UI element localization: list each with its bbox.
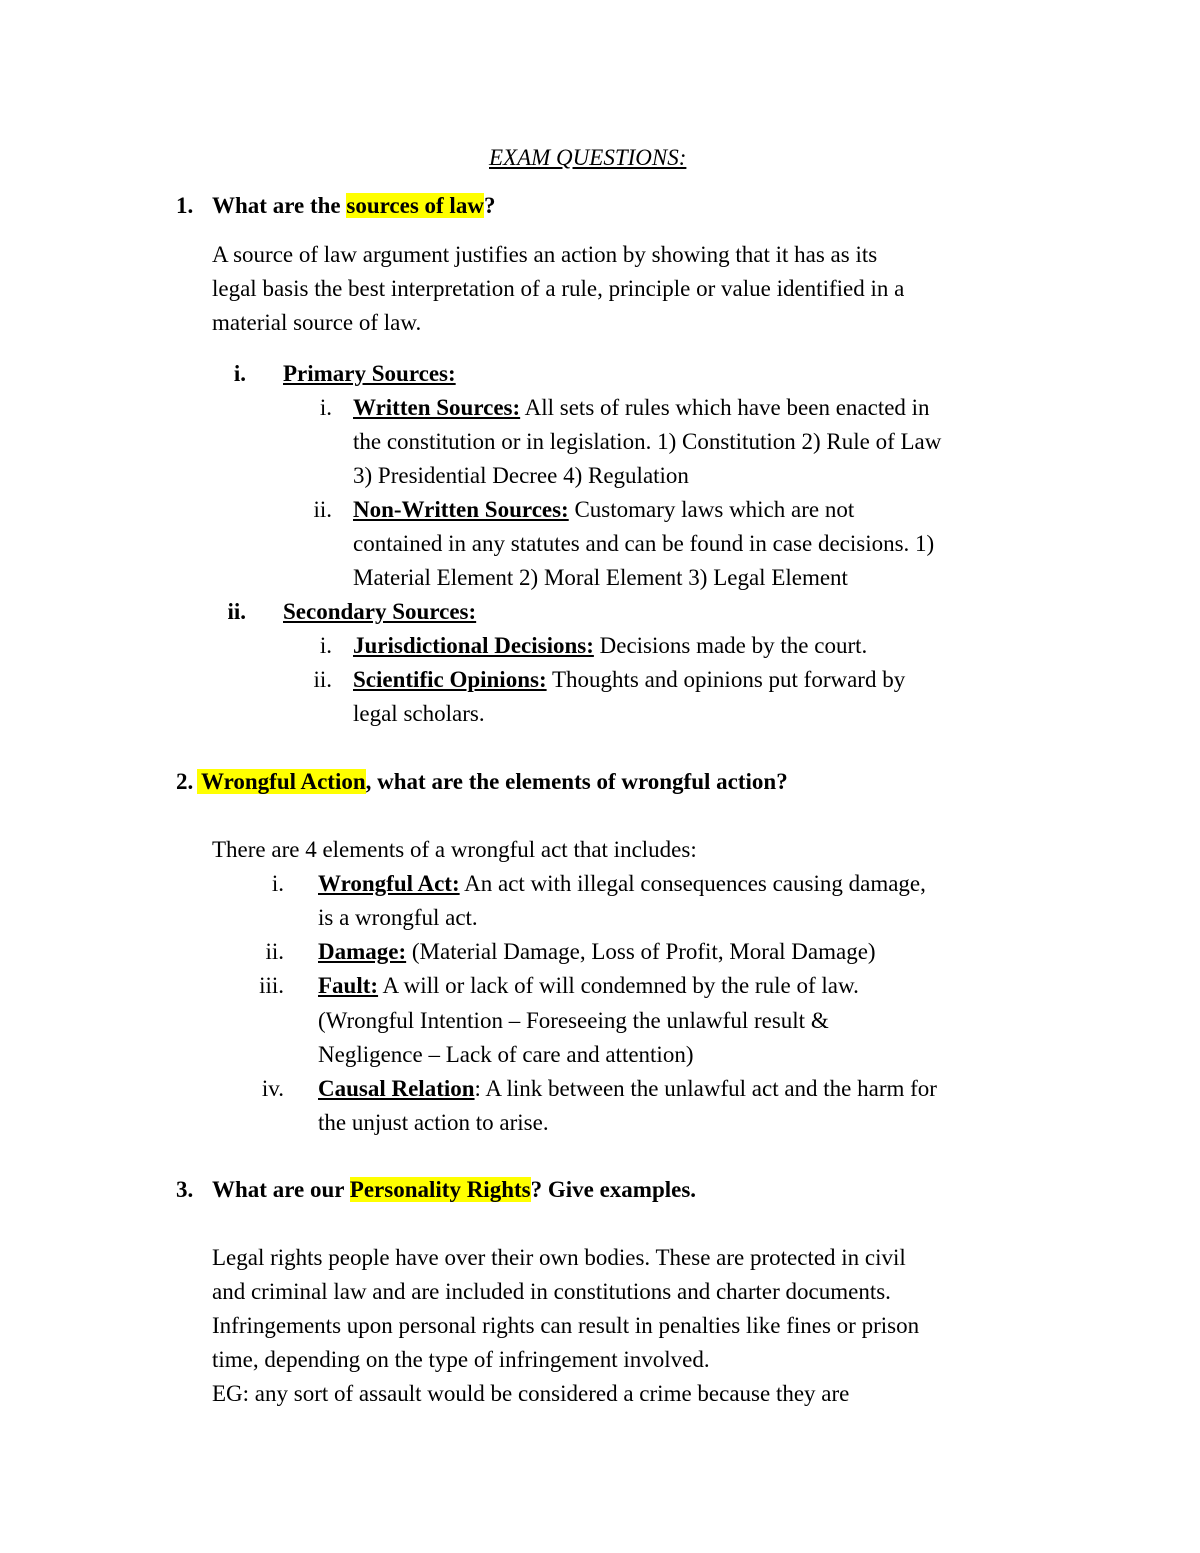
written-sources-item <box>353 396 930 419</box>
q1-question <box>212 194 495 217</box>
q1-para-line: legal basis the best interpretation of a rule, principle or value identified in a <box>212 276 905 301</box>
nonwritten-sources-cont: Material Element 2) Moral Element 3) Legal Element <box>353 565 848 590</box>
nonwritten-sources-text: Customary laws which are not <box>568 497 855 522</box>
q2-item-number: i. <box>271 871 284 896</box>
q2-item-cont: is a wrongful act. <box>318 905 478 930</box>
q2-item-text: (Material Damage, Loss of Profit, Moral Damage) <box>406 939 876 964</box>
secondary-sources-heading: Secondary Sources: <box>283 599 477 624</box>
q2-item-causal-relation <box>318 1077 937 1100</box>
written-sources-label: Written Sources: <box>353 395 521 420</box>
q3-para-line: Infringements upon personal rights can result in penalties like fines or prison <box>212 1313 920 1338</box>
q1-question-pre: What are the <box>212 193 347 218</box>
q1-para-line: A source of law argument justifies an action by showing that it has as its <box>212 242 878 267</box>
q3-para-line: and criminal law and are included in constitutions and charter documents. <box>212 1279 891 1304</box>
jurisdictional-label: Jurisdictional Decisions: <box>353 633 594 658</box>
nonwritten-sources-label: Non-Written Sources: <box>353 497 569 522</box>
q3-para-line: Legal rights people have over their own bodies. These are protected in civil <box>212 1245 906 1270</box>
scientific-text: Thoughts and opinions put forward by <box>546 667 906 692</box>
jurisdictional-item <box>353 634 867 657</box>
q3-highlight: Personality Rights <box>349 1177 531 1202</box>
q2-item-cont: (Wrongful Intention – Foreseeing the unlawful result & <box>318 1008 829 1033</box>
q1-number: 1. <box>176 193 194 218</box>
q2-question-post: , what are the elements of wrongful action? <box>365 769 788 794</box>
q2-item-number: iii. <box>259 973 284 998</box>
q3-question-pre: What are our <box>212 1177 350 1202</box>
primary-number: i. <box>233 361 246 386</box>
written-sources-cont: the constitution or in legislation. 1) Constitution 2) Rule of Law <box>353 429 942 454</box>
nonwritten-sources-item <box>353 498 854 521</box>
written-number: i. <box>319 395 332 420</box>
q2-item-number: iv. <box>261 1076 284 1101</box>
q3-para-line: time, depending on the type of infringement involved. <box>212 1347 710 1372</box>
q2-item-label: Damage: <box>318 939 407 964</box>
nonwritten-number: ii. <box>313 497 332 522</box>
q2-item-fault <box>318 974 859 997</box>
q3-question <box>212 1178 696 1201</box>
secondary-number: ii. <box>227 599 246 624</box>
q2-item-wrongful-act <box>318 872 926 895</box>
scientific-cont: legal scholars. <box>353 701 485 726</box>
nonwritten-sources-cont: contained in any statutes and can be found in case decisions. 1) <box>353 531 935 556</box>
primary-sources-heading: Primary Sources: <box>283 361 456 386</box>
q2-item-text: A will or lack of will condemned by the rule of law. <box>378 973 859 998</box>
written-sources-cont: 3) Presidential Decree 4) Regulation <box>353 463 689 488</box>
q2-item-label: Fault: <box>318 973 379 998</box>
q1-question-post: ? <box>483 193 496 218</box>
q1-highlight: sources of law <box>346 193 484 218</box>
q2-item-number: ii. <box>265 939 284 964</box>
scientific-number: ii. <box>313 667 332 692</box>
q2-item-label: Causal Relation <box>318 1076 475 1101</box>
q2-item-cont: the unjust action to arise. <box>318 1110 549 1135</box>
written-sources-text: All sets of rules which have been enacted in <box>520 395 930 420</box>
q2-item-cont: Negligence – Lack of care and attention) <box>318 1042 694 1067</box>
q2-item-text: An act with illegal consequences causing damage, <box>459 871 926 896</box>
page-title: EXAM QUESTIONS: <box>489 145 687 170</box>
q2-intro: There are 4 elements of a wrongful act that includes: <box>212 837 697 862</box>
q2-question <box>197 770 788 793</box>
q1-para-line: material source of law. <box>212 310 422 335</box>
scientific-label: Scientific Opinions: <box>353 667 547 692</box>
q2-number: 2. <box>176 769 194 794</box>
jurisdictional-number: i. <box>319 633 332 658</box>
q3-question-post: ? Give examples. <box>530 1177 697 1202</box>
q2-item-label: Wrongful Act: <box>318 871 460 896</box>
q2-item-damage <box>318 940 876 963</box>
jurisdictional-text: Decisions made by the court. <box>593 633 868 658</box>
q2-item-text: : A link between the unlawful act and the harm for <box>474 1076 937 1101</box>
q3-number: 3. <box>176 1177 194 1202</box>
q3-para-line: EG: any sort of assault would be considered a crime because they are <box>212 1381 850 1406</box>
scientific-item <box>353 668 905 691</box>
q2-highlight: Wrongful Action <box>197 769 366 794</box>
